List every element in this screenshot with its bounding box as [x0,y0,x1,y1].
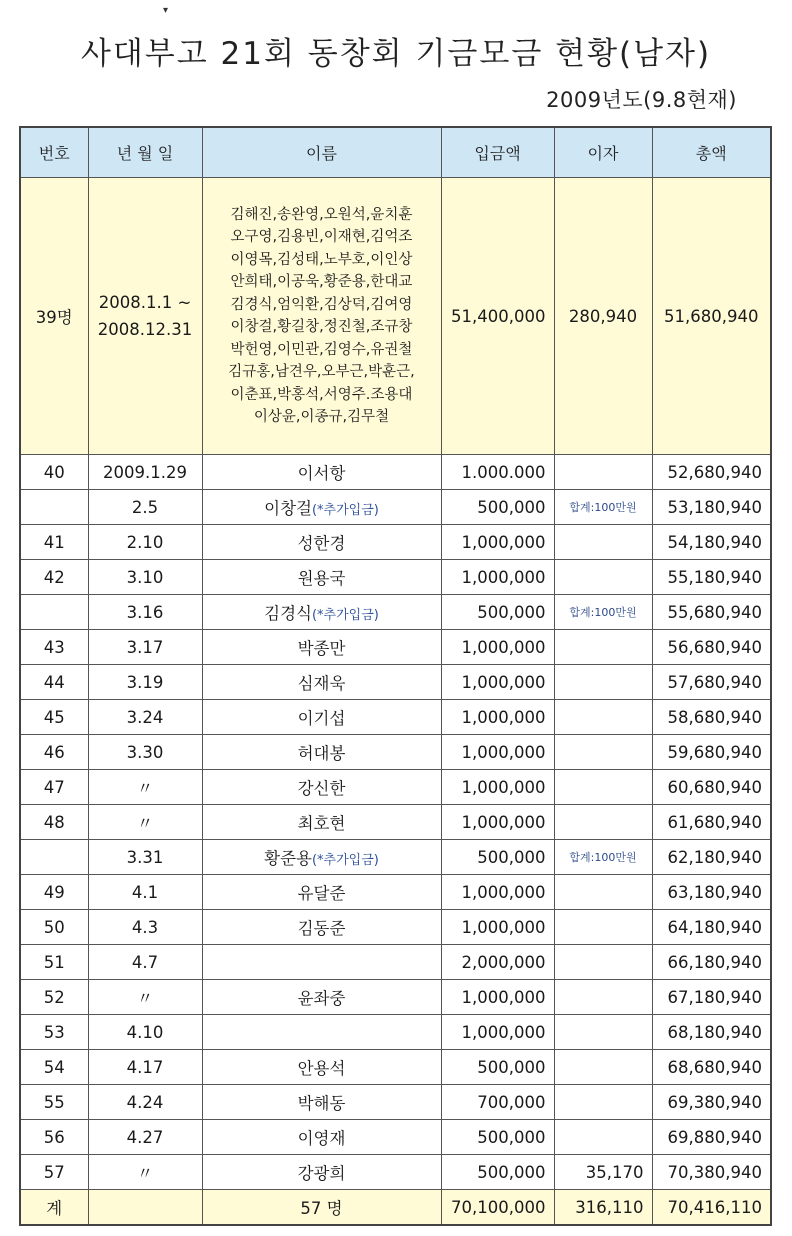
cell-total: 67,180,940 [652,980,771,1015]
col-header-interest: 이자 [554,127,652,178]
cell-no: 55 [20,1085,88,1120]
member-name: 이서항 [297,464,346,483]
cell-deposit: 1,000,000 [441,665,554,700]
cell-total: 61,680,940 [652,805,771,840]
summary-names [202,178,441,455]
summary-row [20,178,771,455]
member-name: 강광희 [297,1164,346,1183]
table-row [20,525,771,560]
cell-interest: 합계:100만원 [554,840,652,875]
member-name: 김동준 [297,919,346,938]
cell-date: 〃 [88,770,202,805]
cell-deposit: 1,000,000 [441,630,554,665]
cell-no: 42 [20,560,88,595]
cell-total: 63,180,940 [652,875,771,910]
member-name: 성한경 [297,534,346,553]
cell-date: 3.17 [88,630,202,665]
cell-total: 57,680,940 [652,665,771,700]
table-row [20,1015,771,1050]
cell-name [202,1050,441,1085]
cell-deposit: 2,000,000 [441,945,554,980]
cell-deposit: 500,000 [441,840,554,875]
member-name: 원용국 [297,569,346,588]
cell-interest [554,1120,652,1155]
cell-total: 69,380,940 [652,1085,771,1120]
cell-date: 4.3 [88,910,202,945]
summary-date-from: 2008.1.1 ~ [98,293,192,312]
cell-date: 3.16 [88,595,202,630]
page-subtitle: 2009년도(9.8현재) [546,88,737,112]
cell-deposit: 1,000,000 [441,875,554,910]
page-title: 사대부고 21회 동창회 기금모금 현황(남자) [80,36,712,72]
cell-deposit: 1,000,000 [441,700,554,735]
summary-name-line: 박헌영,이민관,김영수,유권철 [230,341,413,358]
cell-date: 4.27 [88,1120,202,1155]
cell-interest: 합계:100만원 [554,595,652,630]
cell-no: 54 [20,1050,88,1085]
cell-deposit: 500,000 [441,1050,554,1085]
table-row [20,700,771,735]
cell-name [202,1120,441,1155]
cell-name [202,1015,441,1050]
cell-deposit: 1,000,000 [441,805,554,840]
cell-interest [554,875,652,910]
cell-deposit: 1,000,000 [441,735,554,770]
table-row [20,1155,771,1190]
cell-total: 53,180,940 [652,490,771,525]
cell-deposit: 1,000,000 [441,1015,554,1050]
cell-no [20,595,88,630]
table-row [20,735,771,770]
cell-name [202,455,441,490]
cell-no: 40 [20,455,88,490]
summary-name-line: 이영목,김성태,노부호,이인상 [230,251,413,268]
scan-mark: ▾ [163,5,169,16]
cell-date: 4.24 [88,1085,202,1120]
cell-date: 3.31 [88,840,202,875]
cell-no [20,490,88,525]
cell-deposit: 1,000,000 [441,770,554,805]
cell-deposit: 500,000 [441,1120,554,1155]
cell-name [202,840,441,875]
table-row [20,980,771,1015]
cell-total: 59,680,940 [652,735,771,770]
cell-interest [554,525,652,560]
cell-total: 54,180,940 [652,525,771,560]
col-header-deposit: 입금액 [441,127,554,178]
cell-no: 49 [20,875,88,910]
member-name: 심재욱 [297,674,346,693]
cell-total: 68,180,940 [652,1015,771,1050]
cell-no: 57 [20,1155,88,1190]
cell-deposit: 1,000,000 [441,910,554,945]
cell-date: 3.10 [88,560,202,595]
cell-name [202,525,441,560]
member-name: 박해동 [297,1094,346,1113]
cell-date: 3.24 [88,700,202,735]
cell-date: 〃 [88,980,202,1015]
total-label: 계 [20,1190,88,1226]
cell-date: 4.1 [88,875,202,910]
cell-interest [554,665,652,700]
cell-deposit: 1,000,000 [441,980,554,1015]
cell-name [202,490,441,525]
cell-total: 55,680,940 [652,595,771,630]
cell-total: 60,680,940 [652,770,771,805]
table-row [20,945,771,980]
member-name: 최호현 [297,814,346,833]
cell-name [202,665,441,700]
cell-interest [554,910,652,945]
cell-name [202,1085,441,1120]
cell-total: 69,880,940 [652,1120,771,1155]
total-deposit: 70,100,000 [441,1190,554,1226]
cell-no: 41 [20,525,88,560]
summary-interest: 280,940 [554,178,652,455]
cell-no: 53 [20,1015,88,1050]
cell-deposit: 700,000 [441,1085,554,1120]
table-row [20,665,771,700]
table-row [20,455,771,490]
summary-name-line: 김경식,엄익환,김상덕,김여영 [230,296,413,313]
cell-no: 52 [20,980,88,1015]
summary-no: 39명 [20,178,88,455]
summary-name-line: 김규홍,남견우,오부근,박훈근, [228,364,415,380]
col-header-name: 이름 [202,127,441,178]
cell-interest [554,735,652,770]
cell-no: 56 [20,1120,88,1155]
col-header-date: 년 월 일 [88,127,202,178]
member-name: 박종만 [297,639,346,658]
extra-deposit-note: (*추가입금) [311,608,379,623]
summary-name-line: 김해진,송완영,오원석,윤치훈 [230,206,413,223]
cell-name [202,560,441,595]
cell-name [202,630,441,665]
member-name: 윤좌중 [297,989,346,1008]
cell-date: 3.19 [88,665,202,700]
summary-date-to: 2008.12.31 [97,320,193,339]
table-row [20,1085,771,1120]
cell-name [202,910,441,945]
extra-deposit-note: (*추가입금) [311,503,379,518]
col-header-total: 총액 [652,127,771,178]
cell-no: 47 [20,770,88,805]
table-row [20,1050,771,1085]
summary-name-line: 안희태,이공욱,황준용,한대교 [230,274,413,290]
cell-total: 66,180,940 [652,945,771,980]
cell-name [202,595,441,630]
cell-deposit: 1.000.000 [441,455,554,490]
cell-no: 44 [20,665,88,700]
table-row [20,595,771,630]
total-total: 70,416,110 [652,1190,771,1226]
cell-total: 64,180,940 [652,910,771,945]
cell-deposit: 500,000 [441,1155,554,1190]
cell-interest [554,1050,652,1085]
member-name: 강신한 [297,779,346,798]
cell-no [20,840,88,875]
cell-date: 4.10 [88,1015,202,1050]
table-row [20,490,771,525]
summary-name-line: 이창걸,황길창,정진철,조규창 [230,319,413,335]
cell-no: 45 [20,700,88,735]
col-header-no: 번호 [20,127,88,178]
cell-name [202,945,441,980]
cell-deposit: 1,000,000 [441,560,554,595]
table-row [20,1120,771,1155]
cell-interest [554,630,652,665]
cell-total: 55,180,940 [652,560,771,595]
total-count: 57 명 [202,1190,441,1226]
member-name: 안용석 [297,1059,346,1078]
member-name: 이영재 [297,1129,346,1148]
cell-interest [554,770,652,805]
cell-interest [554,1085,652,1120]
cell-date: 2.5 [88,490,202,525]
fund-table [19,126,772,1226]
cell-deposit: 500,000 [441,490,554,525]
cell-interest: 합계:100만원 [554,490,652,525]
cell-total: 68,680,940 [652,1050,771,1085]
summary-name-line: 이상윤,이종규,김무철 [253,409,390,425]
table-row [20,805,771,840]
total-empty [88,1190,202,1226]
cell-name [202,735,441,770]
cell-total: 52,680,940 [652,455,771,490]
cell-interest [554,945,652,980]
cell-interest [554,1015,652,1050]
cell-name [202,980,441,1015]
cell-deposit: 1,000,000 [441,525,554,560]
table-row [20,840,771,875]
cell-total: 58,680,940 [652,700,771,735]
table-row [20,910,771,945]
cell-name [202,805,441,840]
cell-interest [554,980,652,1015]
summary-name-line: 이춘표,박홍석,서영주.조용대 [230,386,413,403]
cell-no: 50 [20,910,88,945]
cell-total: 62,180,940 [652,840,771,875]
table-row [20,560,771,595]
cell-date: 4.7 [88,945,202,980]
summary-total: 51,680,940 [652,178,771,455]
cell-date: 2.10 [88,525,202,560]
member-name: 허대봉 [297,744,346,763]
cell-name [202,700,441,735]
cell-interest [554,805,652,840]
total-row [20,1190,771,1226]
cell-deposit: 500,000 [441,595,554,630]
cell-interest [554,700,652,735]
table-row [20,630,771,665]
extra-deposit-note: (*추가입금) [311,853,379,868]
cell-no: 46 [20,735,88,770]
cell-date: 3.30 [88,735,202,770]
table-header-row [20,127,771,178]
table-row [20,770,771,805]
cell-interest [554,560,652,595]
summary-name-line: 오구영,김용빈,이재현,김억조 [230,229,413,245]
cell-date: 〃 [88,805,202,840]
member-name: 이기섭 [297,709,346,728]
cell-date: 4.17 [88,1050,202,1085]
cell-name [202,770,441,805]
member-name: 김경식 [264,604,312,623]
member-name: 이창걸 [264,499,312,518]
cell-name [202,875,441,910]
cell-no: 51 [20,945,88,980]
member-name: 황준용 [264,849,312,868]
cell-date: 2009.1.29 [88,455,202,490]
summary-deposit: 51,400,000 [441,178,554,455]
cell-total: 70,380,940 [652,1155,771,1190]
cell-interest: 35,170 [554,1155,652,1190]
cell-no: 43 [20,630,88,665]
member-name: 유달준 [297,884,346,903]
cell-no: 48 [20,805,88,840]
cell-name [202,1155,441,1190]
cell-interest [554,455,652,490]
table-row [20,875,771,910]
cell-date: 〃 [88,1155,202,1190]
cell-total: 56,680,940 [652,630,771,665]
total-interest: 316,110 [554,1190,652,1226]
summary-date [88,178,202,455]
